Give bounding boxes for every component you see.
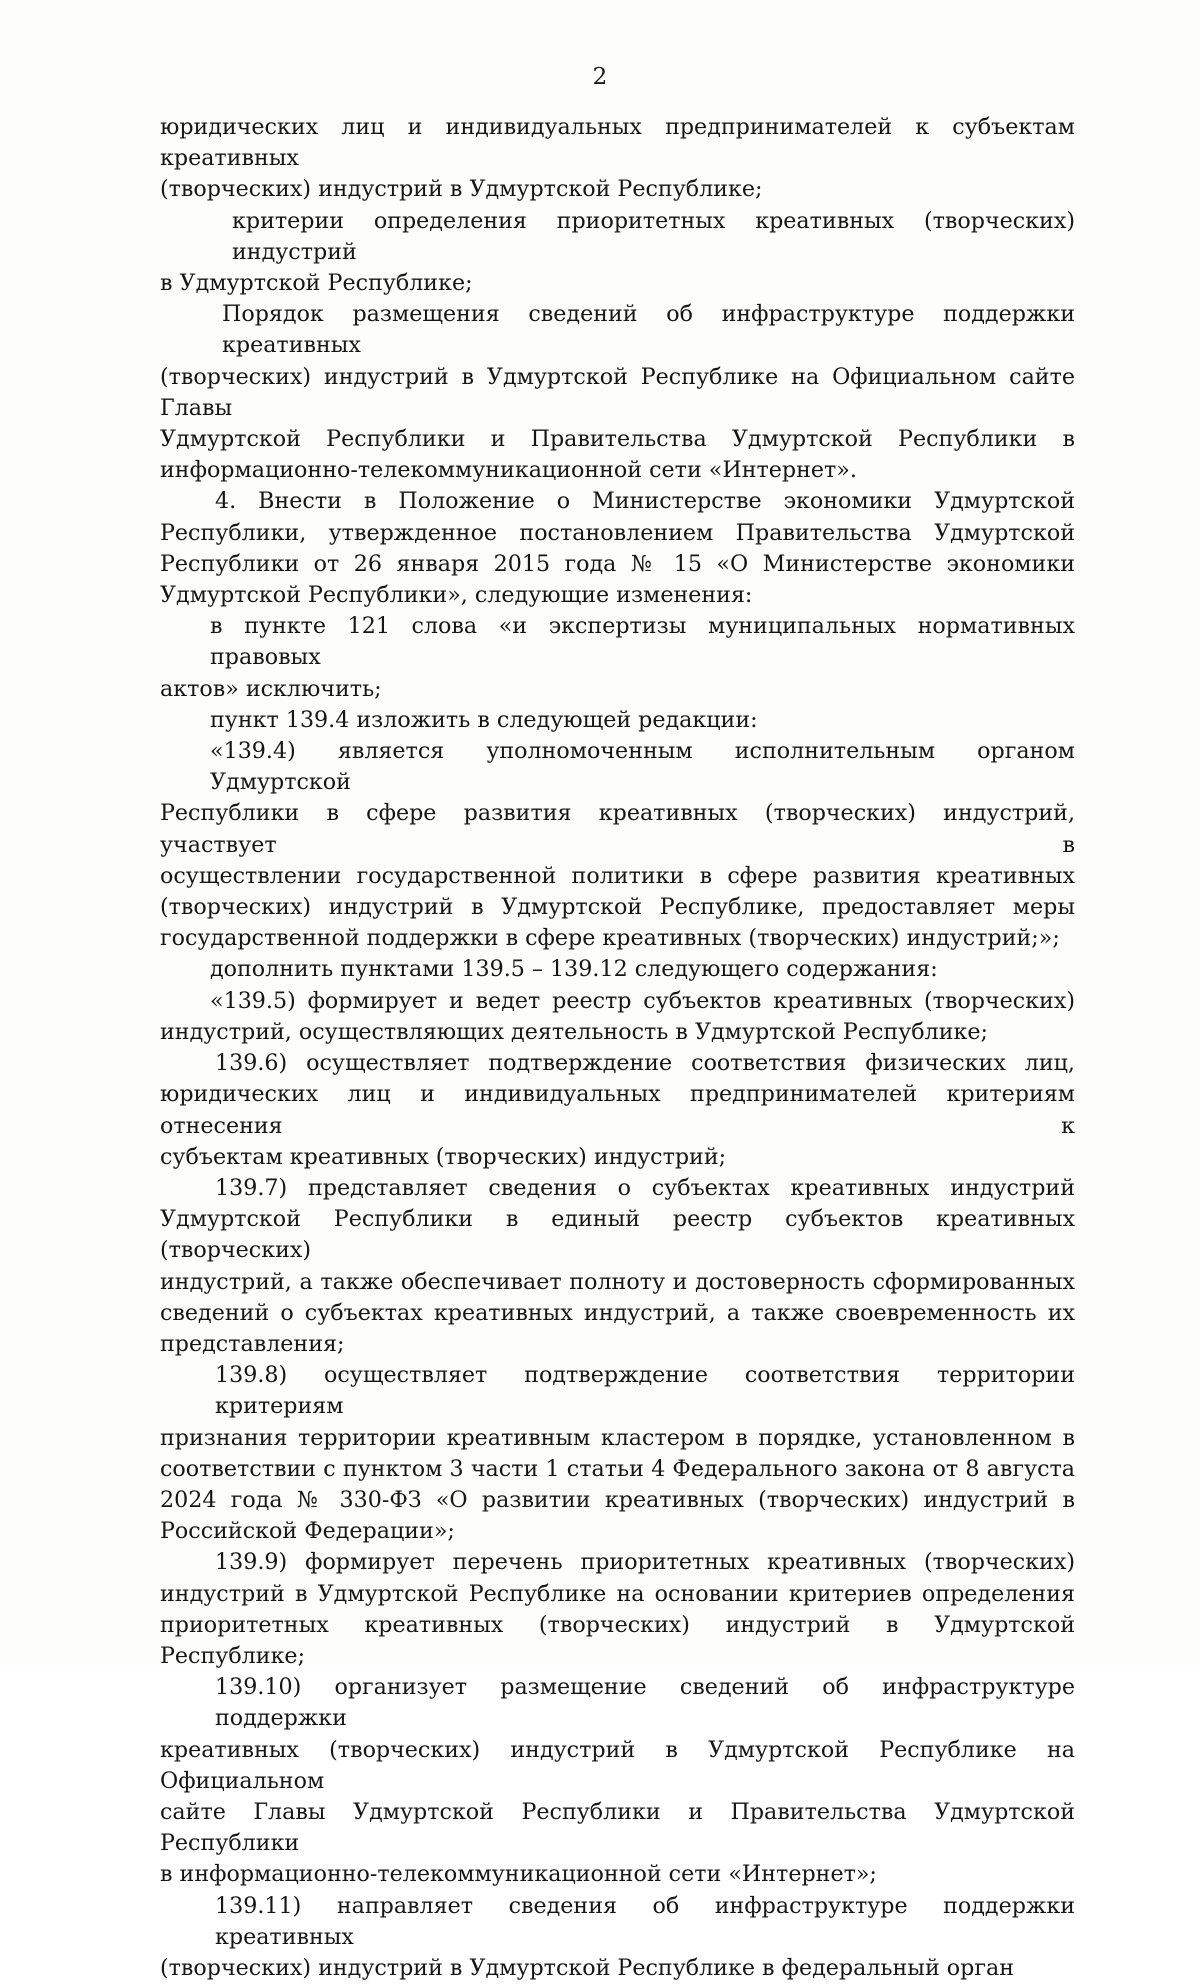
text-line: Республики в сфере развития креативных (творческих) индустрий, участвует в xyxy=(160,800,1075,858)
text-line: 139.10) организует размещение сведений об инфраструктуре поддержки xyxy=(215,1674,1075,1732)
paragraph-p5 xyxy=(160,611,1075,705)
paragraph-p9 xyxy=(160,986,1075,1048)
text-line: (творческих) индустрий в Удмуртской Республике в федеральный орган xyxy=(160,1954,1014,1981)
text-line: (творческих) индустрий в Удмуртской Республике на Официальном сайте Главы xyxy=(160,363,1075,421)
text-line: приоритетных креативных (творческих) индустрий в Удмуртской Республике; xyxy=(160,1611,1075,1669)
text-line: «139.5) формирует и ведет реестр субъектов креативных (творческих) xyxy=(210,987,1075,1014)
text-line: в информационно-телекоммуникационной сети «Интернет»; xyxy=(160,1861,877,1888)
paragraph-p15 xyxy=(160,1891,1075,1984)
paragraph-p12 xyxy=(160,1360,1075,1547)
text-line: индустрий, а также обеспечивает полноту и достоверность сформированных xyxy=(160,1268,1075,1295)
paragraph-p6 xyxy=(160,705,1075,736)
text-line: 139.7) представляет сведения о субъектах креативных индустрий xyxy=(215,1174,1075,1201)
text-line: Российской Федерации»; xyxy=(160,1518,455,1545)
text-line: Удмуртской Республики», следующие изменения: xyxy=(160,582,753,609)
text-line: пункт 139.4 изложить в следующей редакции: xyxy=(210,706,758,733)
text-line: Республики, утвержденное постановлением Правительства Удмуртской xyxy=(160,519,1075,546)
paragraph-p2 xyxy=(160,206,1075,300)
text-line: «139.4) является уполномоченным исполнительным органом Удмуртской xyxy=(210,738,1075,796)
text-line: критерии определения приоритетных креативных (творческих) индустрий xyxy=(232,207,1075,265)
text-line: актов» исключить; xyxy=(160,675,382,702)
text-line: дополнить пунктами 139.5 – 139.12 следующего содержания: xyxy=(210,956,938,983)
paragraph-p4 xyxy=(160,486,1075,611)
text-line: Республики от 26 января 2015 года № 15 «О Министерстве экономики xyxy=(160,550,1075,577)
paragraph-p8 xyxy=(160,954,1075,985)
page-number: 2 xyxy=(592,64,608,90)
paragraph-p7 xyxy=(160,736,1075,954)
text-line: Удмуртской Республики в единый реестр субъектов креативных (творческих) xyxy=(160,1206,1075,1264)
text-line: в Удмуртской Республике; xyxy=(160,270,473,297)
text-line: сайте Главы Удмуртской Республики и Правительства Удмуртской Республики xyxy=(160,1798,1075,1857)
text-line: Порядок размещения сведений об инфраструктуре поддержки креативных xyxy=(222,301,1075,359)
text-line: 139.8) осуществляет подтверждение соответствия территории критериям xyxy=(215,1362,1075,1420)
text-line: 4. Внести в Положение о Министерстве экономики Удмуртской xyxy=(215,488,1075,515)
text-line: 139.9) формирует перечень приоритетных креативных (творческих) xyxy=(215,1549,1075,1576)
text-line: в пункте 121 слова «и экспертизы муниципальных нормативных правовых xyxy=(210,613,1075,671)
text-line: индустрий в Удмуртской Республике на основании критериев определения xyxy=(160,1580,1075,1607)
paragraph-p13 xyxy=(160,1547,1075,1672)
document-body xyxy=(160,112,1075,1984)
text-line: соответствии с пунктом 3 части 1 статьи 4 Федерального закона от 8 августа xyxy=(160,1455,1075,1482)
text-line: креативных (творческих) индустрий в Удмуртской Республике на Официальном xyxy=(160,1736,1075,1794)
paragraph-p10 xyxy=(160,1048,1075,1173)
text-line: осуществлении государственной политики в сфере развития креативных xyxy=(160,862,1075,889)
text-line: индустрий, осуществляющих деятельность в Удмуртской Республике; xyxy=(160,1018,988,1045)
text-line: (творческих) индустрий в Удмуртской Республике; xyxy=(160,176,763,203)
text-line: юридических лиц и индивидуальных предпринимателей к субъектам креативных xyxy=(160,114,1075,172)
text-line: Удмуртской Республики и Правительства Удмуртской Республики в xyxy=(160,426,1075,453)
text-line: признания территории креативным кластером в порядке, установленном в xyxy=(160,1424,1075,1451)
text-line: 139.11) направляет сведения об инфраструктуре поддержки креативных xyxy=(215,1892,1075,1950)
text-line: информационно-телекоммуникационной сети «Интернет». xyxy=(160,457,857,484)
paragraph-p14 xyxy=(160,1672,1075,1890)
text-line: государственной поддержки в сфере креативных (творческих) индустрий;»; xyxy=(160,925,1060,952)
text-line: 2024 года № 330-ФЗ «О развитии креативных (творческих) индустрий в xyxy=(160,1486,1075,1513)
text-line: 139.6) осуществляет подтверждение соответствия физических лиц, xyxy=(215,1050,1075,1077)
text-line: представления; xyxy=(160,1330,345,1357)
paragraph-p3 xyxy=(160,299,1075,486)
text-line: субъектам креативных (творческих) индустрий; xyxy=(160,1143,727,1170)
paragraph-p11 xyxy=(160,1173,1075,1360)
text-line: сведений о субъектах креативных индустрий, а также своевременность их xyxy=(160,1299,1075,1326)
text-line: (творческих) индустрий в Удмуртской Республике, предоставляет меры xyxy=(160,894,1075,921)
text-line: юридических лиц и индивидуальных предпринимателей критериям отнесения к xyxy=(160,1081,1075,1139)
paragraph-p1 xyxy=(160,112,1075,206)
